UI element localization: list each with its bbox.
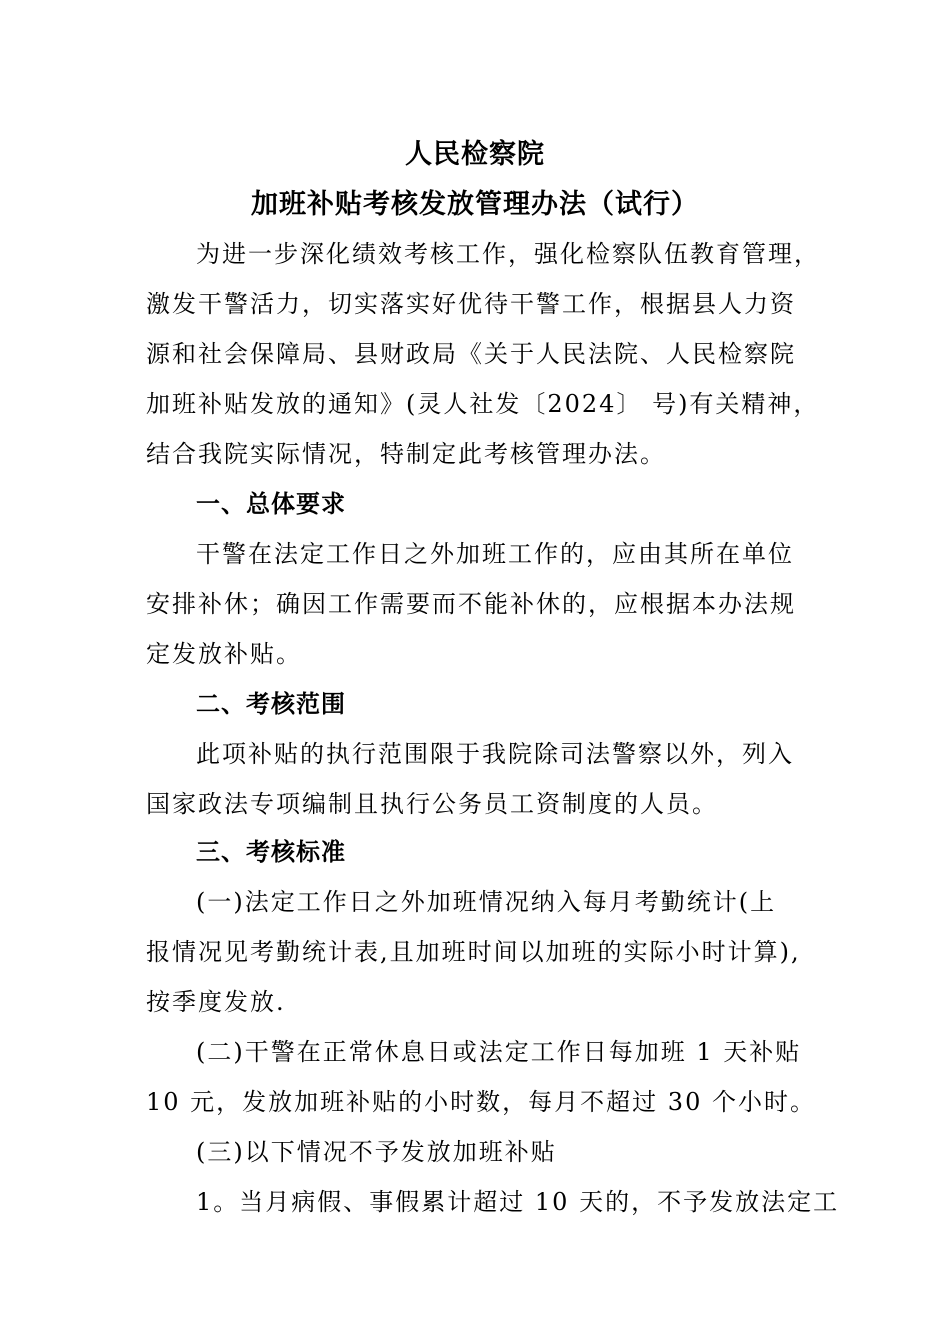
section1-line-3: 定发放补贴。 (146, 640, 302, 668)
document-title-line2: 加班补贴考核发放管理办法（试行） (251, 189, 699, 220)
section2-line-2: 国家政法专项编制且执行公务员工资制度的人员。 (146, 790, 718, 818)
section3-item1-line-1: (一)法定工作日之外加班情况纳入每月考勤统计(上 (196, 888, 777, 916)
intro-line-3: 源和社会保障局、县财政局《关于人民法院、人民检察院 (146, 340, 796, 368)
section1-line-2: 安排补休；确因工作需要而不能补休的，应根据本办法规 (146, 590, 796, 618)
section3-item3-line: (三)以下情况不予发放加班补贴 (196, 1138, 557, 1166)
section3-item1-line-3: 按季度发放. (146, 988, 286, 1016)
section-heading-standards: 三、考核标准 (196, 838, 346, 866)
intro-line-2: 激发干警活力，切实落实好优待干警工作，根据县人力资 (146, 290, 796, 318)
section3-item1-line-2: 报情况见考勤统计表,且加班时间以加班的实际小时计算), (146, 938, 801, 966)
intro-line-4: 加班补贴发放的通知》(灵人社发〔2024〕 号)有关精神， (146, 390, 820, 418)
document-title-line1: 人民检察院 (405, 139, 545, 170)
intro-line-5: 结合我院实际情况，特制定此考核管理办法。 (146, 440, 666, 468)
intro-line-1: 为进一步深化绩效考核工作，强化检察队伍教育管理， (196, 240, 820, 268)
section1-line-1: 干警在法定工作日之外加班工作的，应由其所在单位 (196, 540, 794, 568)
section3-item2-line-1: (二)干警在正常休息日或法定工作日每加班 1 天补贴 (196, 1038, 802, 1066)
section3-item2-line-2: 10 元，发放加班补贴的小时数，每月不超过 30 个小时。 (146, 1088, 816, 1116)
section-heading-general-requirements: 一、总体要求 (196, 490, 346, 518)
section2-line-1: 此项补贴的执行范围限于我院除司法警察以外，列入 (196, 740, 794, 768)
section-heading-scope: 二、考核范围 (196, 690, 346, 718)
section3-item3-sub1-line: 1。当月病假、事假累计超过 10 天的，不予发放法定工 (196, 1188, 840, 1216)
